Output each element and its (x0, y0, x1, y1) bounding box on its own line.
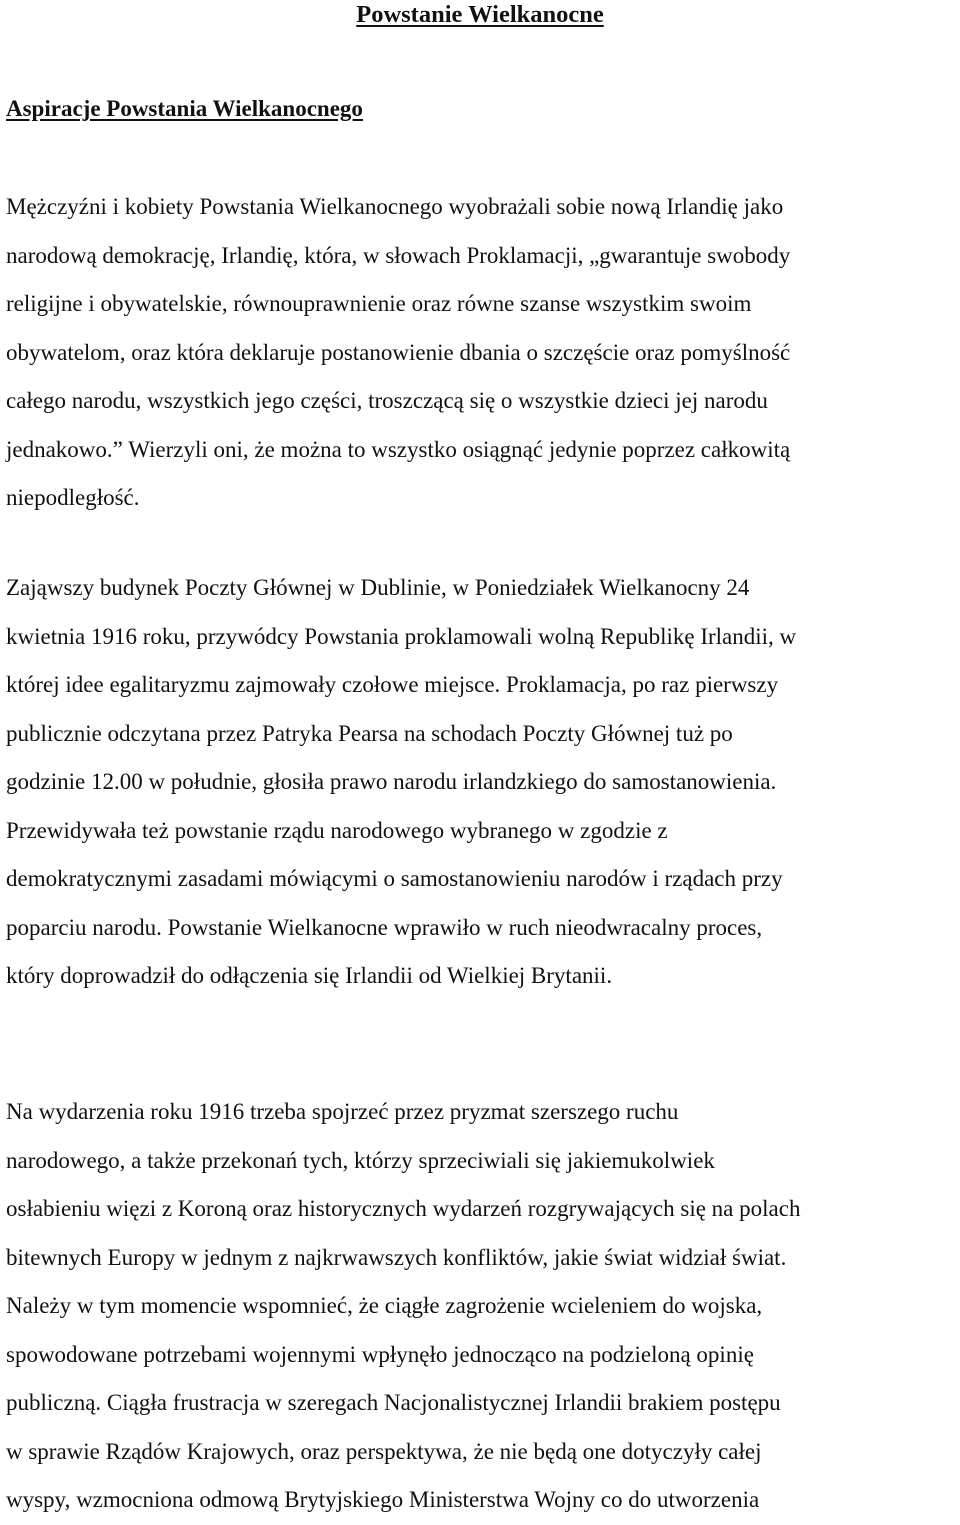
paragraph-line: w sprawie Rządów Krajowych, oraz perspektywa, że nie będą one dotyczyły całej (6, 1438, 762, 1464)
section-heading: Aspiracje Powstania Wielkanocnego (6, 96, 363, 121)
paragraph-line: godzinie 12.00 w południe, głosiła prawo narodu irlandzkiego do samostanowienia. (6, 769, 777, 794)
paragraph-line: Mężczyźni i kobiety Powstania Wielkanocnego wyobrażali sobie nową Irlandię jako (6, 194, 784, 219)
paragraph-line: wyspy, wzmocniona odmową Brytyjskiego Ministerstwa Wojny co do utworzenia (6, 1487, 760, 1512)
paragraph-line: niepodległość. (6, 485, 140, 510)
paragraph-line: Zająwszy budynek Poczty Głównej w Dublinie, w Poniedziałek Wielkanocny 24 (6, 575, 750, 600)
paragraph-line: poparciu narodu. Powstanie Wielkanocne wprawiło w ruch nieodwracalny proces, (6, 914, 763, 940)
paragraph-line: publiczną. Ciągła frustracja w szeregach Nacjonalistycznej Irlandii brakiem postępu (6, 1390, 781, 1415)
paragraph-1 (6, 183, 952, 523)
paragraph-line: publicznie odczytana przez Patryka Pearsa na schodach Poczty Głównej tuż po (6, 720, 733, 746)
paragraph-line: obywatelom, oraz która deklaruje postanowienie dbania o szczęście oraz pomyślność (6, 339, 791, 365)
paragraph-line: który doprowadził do odłączenia się Irlandii od Wielkiej Brytanii. (6, 963, 613, 988)
paragraph-2 (6, 564, 952, 1001)
paragraph-line: której idee egalitaryzmu zajmowały czołowe miejsce. Proklamacja, po raz pierwszy (6, 672, 779, 697)
paragraph-line: narodową demokrację, Irlandię, która, w słowach Proklamacji, „gwarantuje swobody (6, 242, 791, 268)
paragraph-line: kwietnia 1916 roku, przywódcy Powstania proklamowali wolną Republikę Irlandii, w (6, 623, 797, 649)
paragraph-line: całego narodu, wszystkich jego części, troszczącą się o wszystkie dzieci jej narodu (6, 388, 768, 413)
paragraph-3 (6, 1088, 952, 1525)
paragraph-line: Przewidywała też powstanie rządu narodowego wybranego w zgodzie z (6, 817, 668, 843)
paragraph-line: Należy w tym momencie wspomnieć, że ciągłe zagrożenie wcieleniem do wojska, (6, 1293, 763, 1318)
paragraph-line: religijne i obywatelskie, równouprawnienie oraz równe szanse wszystkim swoim (6, 291, 752, 316)
document-title: Powstanie Wielkanocne (356, 1, 604, 28)
paragraph-line: osłabieniu więzi z Koroną oraz historycznych wydarzeń rozgrywających się na polach (6, 1196, 801, 1221)
paragraph-line: demokratycznymi zasadami mówiącymi o samostanowieniu narodów i rządach przy (6, 866, 783, 891)
paragraph-line: narodowego, a także przekonań tych, którzy sprzeciwiali się jakiemukolwiek (6, 1147, 715, 1173)
paragraph-line: jednakowo.” Wierzyli oni, że można to wszystko osiągnąć jedynie poprzez całkowitą (6, 436, 791, 462)
paragraph-line: bitewnych Europy w jednym z najkrwawszych konfliktów, jakie świat widział świat. (6, 1244, 787, 1270)
paragraph-line: Na wydarzenia roku 1916 trzeba spojrzeć przez pryzmat szerszego ruchu (6, 1099, 679, 1124)
paragraph-line: spowodowane potrzebami wojennymi wpłynęło jednocząco na podzieloną opinię (6, 1341, 754, 1367)
